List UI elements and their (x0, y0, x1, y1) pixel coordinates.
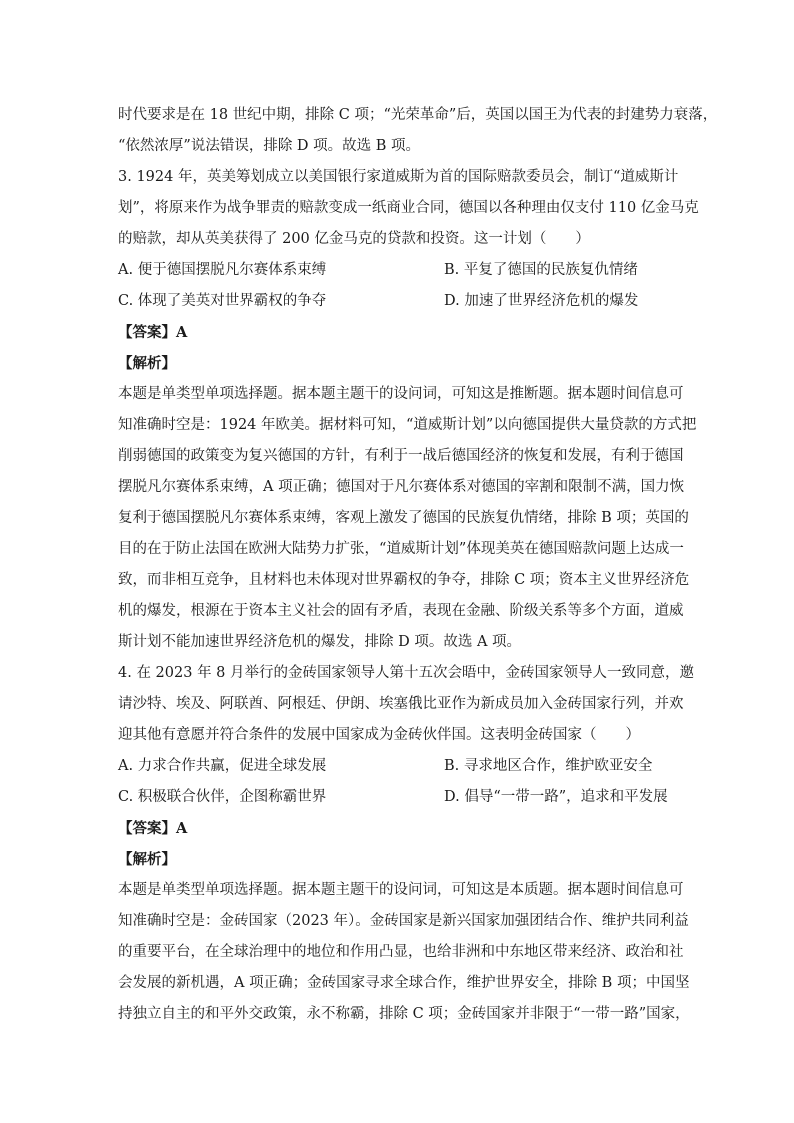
analysis-line: 致，而非相互竞争，且材料也未体现对世界霸权的争夺，排除 C 项；资本主义世界经济危 (118, 572, 690, 588)
analysis-line: 目的在于防止法国在欧洲大陆势力扩张，“道威斯计划”体现美英在德国赔款问题上达成一 (118, 541, 684, 557)
analysis-line: 知准确时空是：金砖国家（2023 年）。金砖国家是新兴国家加强团结合作、维护共同利益 (118, 913, 689, 929)
text-line: “依然浓厚”说法错误，排除 D 项。故选 B 项。 (118, 138, 421, 154)
question-stem-line: 划”，将原来作为战争罪责的赔款变成一纸商业合同，德国以各种理由仅支付 110 亿金马克 (118, 200, 699, 216)
question-3 (118, 162, 699, 658)
question-stem-line: 3. 1924 年，英美筹划成立以美国银行家道威斯为首的国际赔款委员会，制订“道威斯计 (118, 169, 679, 185)
option-a: A. 便于德国摆脱凡尔赛体系束缚 (118, 262, 327, 278)
option-d: D. 倡导“一带一路”，追求和平发展 (444, 789, 668, 805)
options-row (118, 286, 688, 317)
options-row (118, 751, 688, 782)
analysis-line: 本题是单类型单项选择题。据本题主题干的设问词，可知这是本质题。据本题时间信息可 (118, 882, 684, 898)
question-4 (118, 658, 695, 1030)
question-stem-line: 请沙特、埃及、阿联酋、阿根廷、伊朗、埃塞俄比亚作为新成员加入金砖国家行列，并欢 (118, 696, 684, 712)
analysis-label: 【解析】 (118, 851, 176, 868)
answer-label: 【答案】A (118, 324, 188, 341)
analysis-line: 摆脱凡尔赛体系束缚，A 项正确；德国对于凡尔赛体系对德国的宰割和限制不满，国力恢 (118, 479, 685, 495)
analysis-line: 本题是单类型单项选择题。据本题主题干的设问词，可知这是推断题。据本题时间信息可 (118, 386, 684, 402)
options-row (118, 782, 688, 813)
document-page (118, 100, 718, 1030)
analysis-line: 知准确时空是：1924 年欧美。据材料可知，“道威斯计划”以向德国提供大量贷款的方式把 (118, 417, 697, 433)
analysis-line: 机的爆发，根源在于资本主义社会的固有矛盾，表现在金融、阶级关系等多个方面，道威 (118, 603, 684, 619)
option-b: B. 寻求地区合作，维护欧亚安全 (444, 758, 653, 774)
option-a: A. 力求合作共赢，促进全球发展 (118, 758, 327, 774)
answer-label: 【答案】A (118, 820, 188, 837)
option-d: D. 加速了世界经济危机的爆发 (444, 293, 639, 309)
analysis-line: 的重要平台，在全球治理中的地位和作用凸显，也给非洲和中东地区带来经济、政治和社 (118, 944, 684, 960)
analysis-line: 斯计划不能加速世界经济危机的爆发，排除 D 项。故选 A 项。 (118, 634, 522, 650)
text-line: 时代要求是在 18 世纪中期，排除 C 项；“光荣革命”后，英国以国王为代表的封建势力衰落， (118, 107, 718, 123)
question-stem-line: 迎其他有意愿并符合条件的发展中国家成为金砖伙伴国。这表明金砖国家（ ） (118, 727, 640, 743)
analysis-label: 【解析】 (118, 355, 176, 372)
analysis-line: 持独立自主的和平外交政策，永不称霸，排除 C 项；金砖国家并非限于“一带一路”国家， (118, 1006, 690, 1022)
analysis-line: 会发展的新机遇，A 项正确；金砖国家寻求全球合作，维护世界安全，排除 B 项；中国坚 (118, 975, 690, 991)
option-c: C. 体现了美英对世界霸权的争夺 (118, 293, 327, 309)
question-stem-line: 4. 在 2023 年 8 月举行的金砖国家领导人第十五次会晤中，金砖国家领导人一致同意，邀 (118, 665, 695, 681)
question-stem-line: 的赔款，却从英美获得了 200 亿金马克的贷款和投资。这一计划（ ） (118, 231, 590, 247)
option-c: C. 积极联合伙伴，企图称霸世界 (118, 789, 327, 805)
analysis-line: 复利于德国摆脱凡尔赛体系束缚，客观上激发了德国的民族复仇情绪，排除 B 项；英国的 (118, 510, 689, 526)
option-b: B. 平复了德国的民族复仇情绪 (444, 262, 638, 278)
options-row (118, 255, 688, 286)
analysis-line: 削弱德国的政策变为复兴德国的方针，有利于一战后德国经济的恢复和发展，有利于德国 (118, 448, 684, 464)
